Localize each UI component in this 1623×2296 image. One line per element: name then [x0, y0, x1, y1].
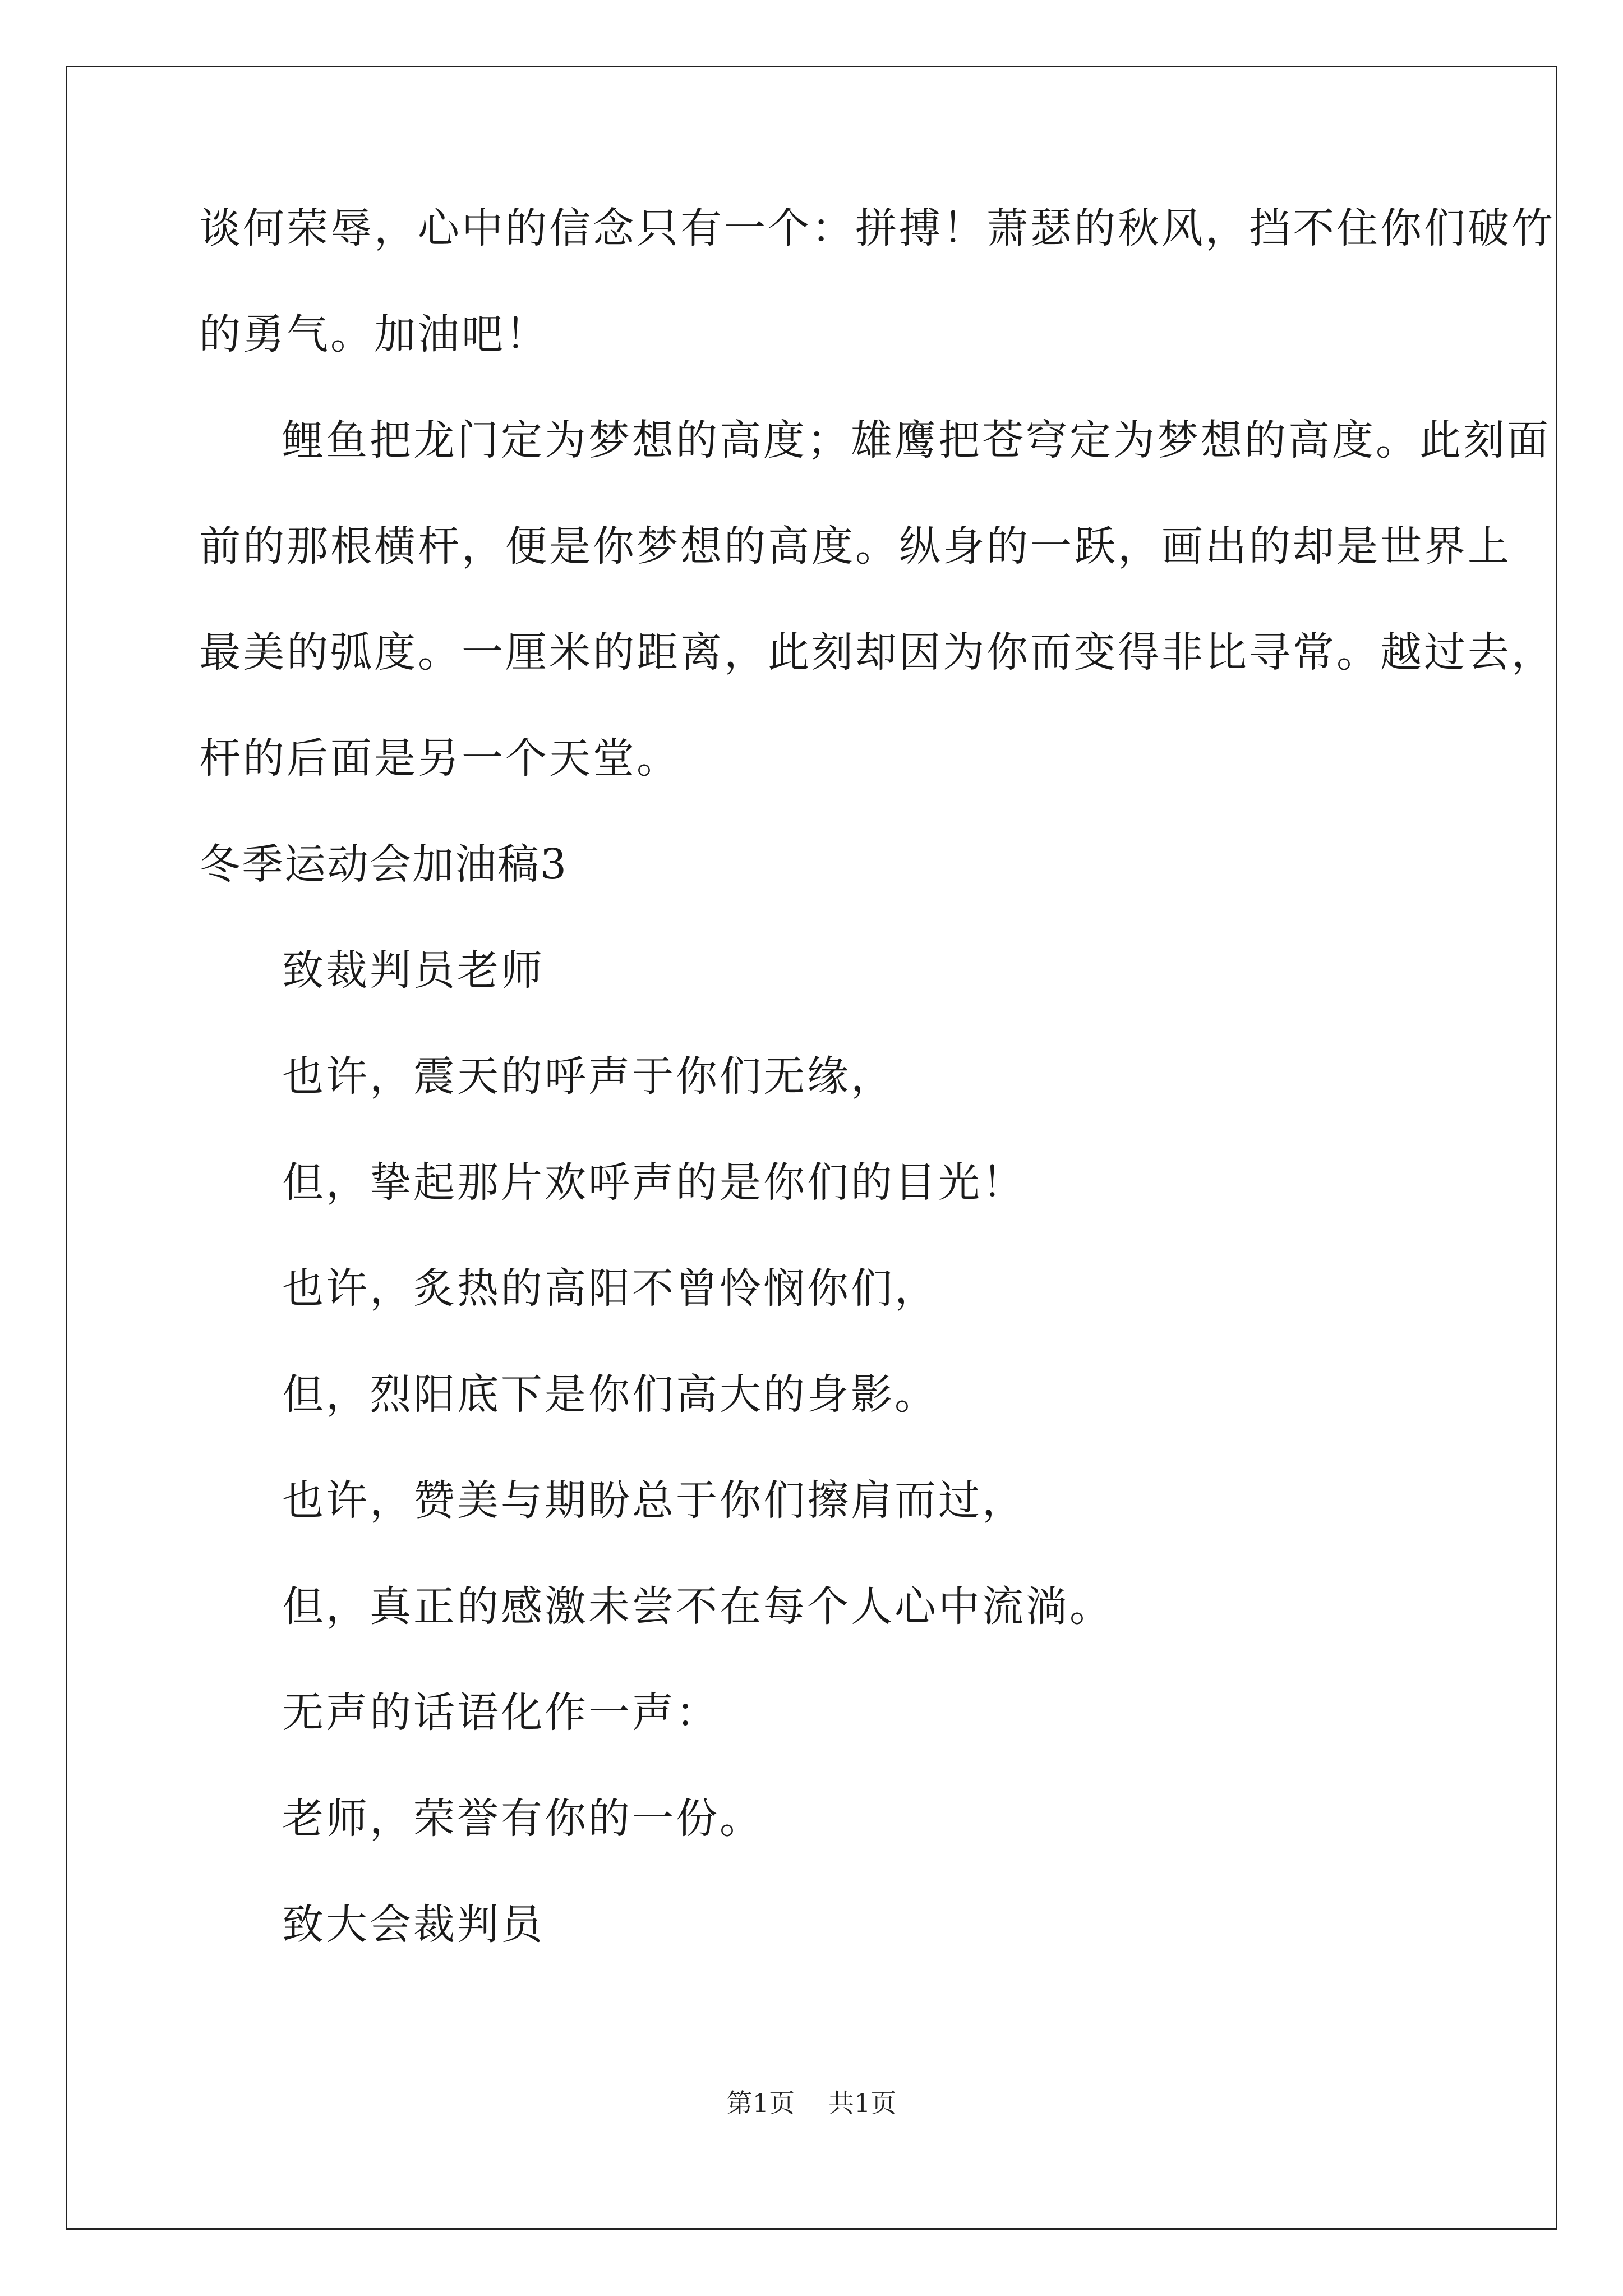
subheading: 致裁判员老师	[282, 946, 545, 995]
paragraph-line: 最美的弧度。一厘米的距离，此刻却因为你而变得非比寻常。越过去，	[199, 628, 1555, 677]
paragraph-line: 无声的话语化作一声：	[282, 1688, 720, 1737]
paragraph-line: 也许，炙热的高阳不曾怜悯你们，	[282, 1264, 938, 1313]
paragraph-line: 也许，赞美与期盼总于你们擦肩而过，	[282, 1476, 1026, 1525]
paragraph-line: 鲤鱼把龙门定为梦想的高度；雄鹰把苍穹定为梦想的高度。此刻面	[282, 416, 1551, 464]
subheading: 致大会裁判员	[282, 1901, 545, 1949]
paragraph-line: 前的那根横杆，便是你梦想的高度。纵身的一跃，画出的却是世界上	[199, 522, 1511, 570]
paragraph-line: 也许，震天的呼声于你们无缘，	[282, 1052, 895, 1101]
section-heading: 冬季运动会加油稿3	[199, 840, 568, 889]
paragraph-line: 谈何荣辱，心中的信念只有一个：拼搏！萧瑟的秋风，挡不住你们破竹	[199, 204, 1555, 252]
paragraph-line: 但，挚起那片欢呼声的是你们的目光！	[282, 1158, 1026, 1207]
page-total: 共1页	[828, 2088, 897, 2118]
paragraph-line: 的勇气。加油吧！	[199, 310, 549, 358]
document-body	[199, 204, 1555, 2010]
paragraph-line: 老师，荣誉有你的一份。	[282, 1795, 763, 1843]
page-footer	[0, 2090, 1623, 2116]
paragraph-line: 但，真正的感激未尝不在每个人心中流淌。	[282, 1582, 1113, 1631]
paragraph-line: 杆的后面是另一个天堂。	[199, 734, 680, 783]
paragraph-line: 但，烈阳底下是你们高大的身影。	[282, 1370, 938, 1419]
page-number: 第1页	[726, 2088, 795, 2118]
